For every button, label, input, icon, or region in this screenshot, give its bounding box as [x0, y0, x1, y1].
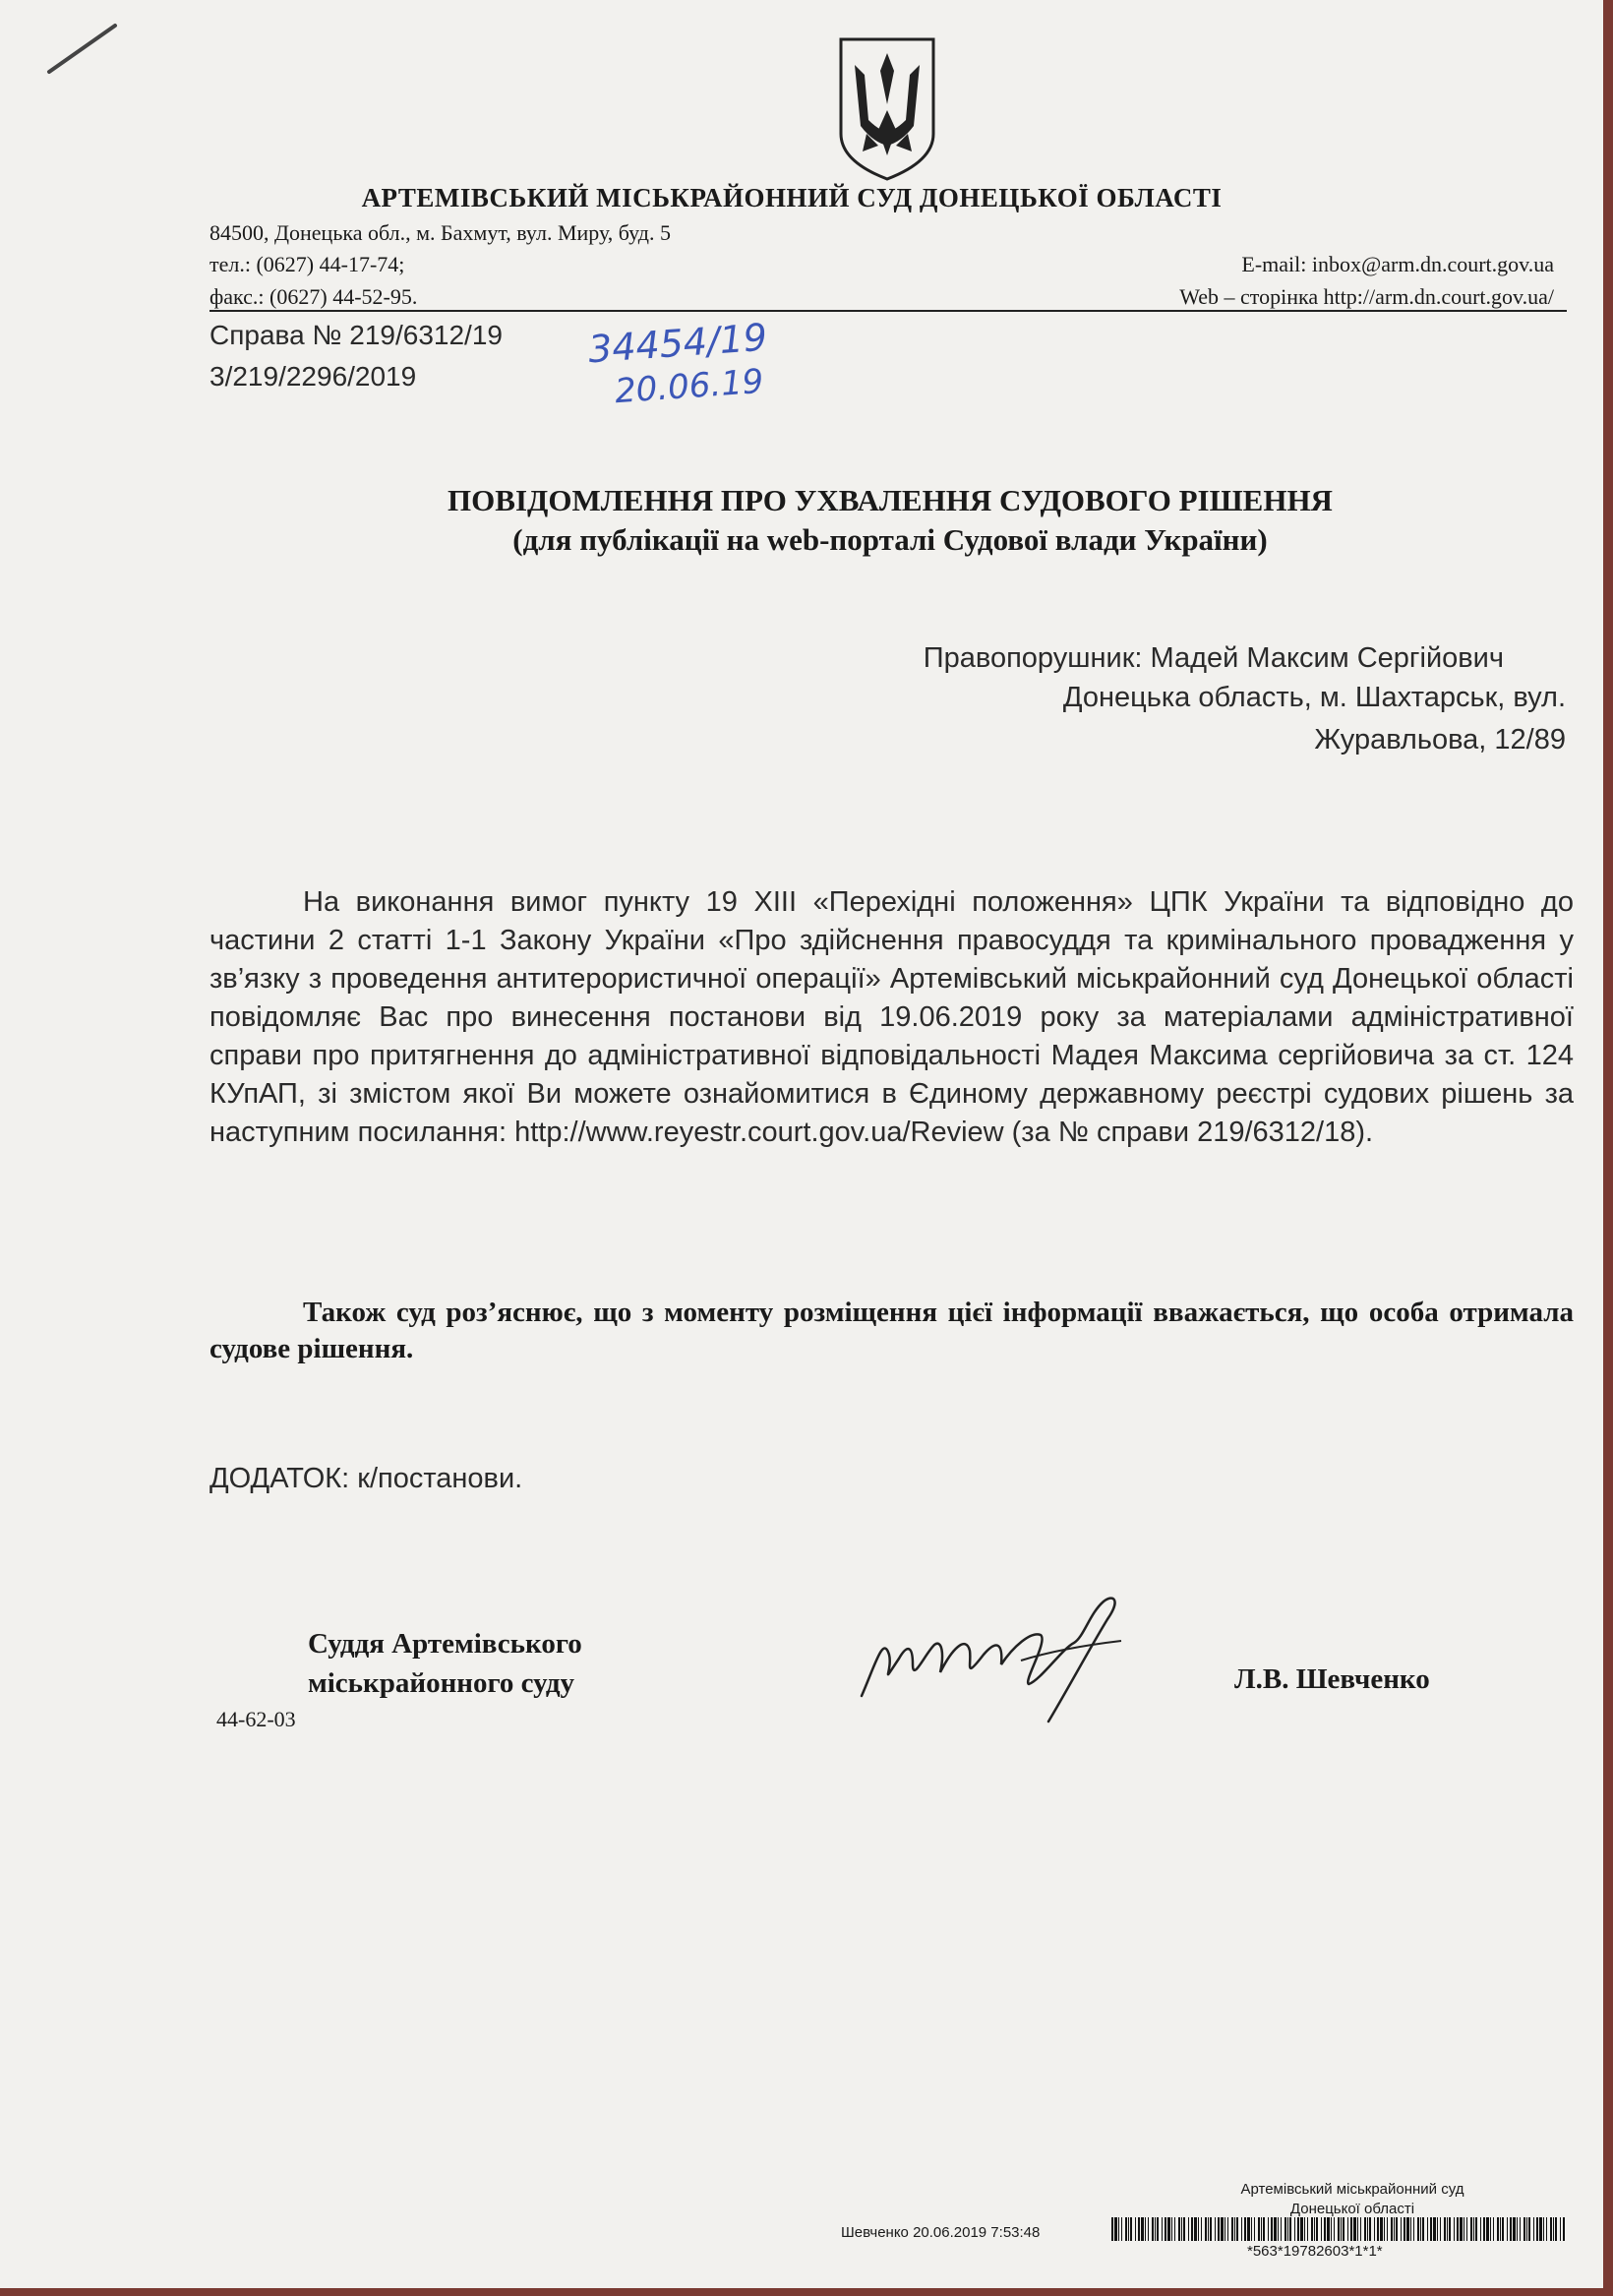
court-fax: факс.: (0627) 44-52-95. [209, 284, 418, 309]
offender-address-line2: Журавльова, 12/89 [1314, 724, 1566, 755]
barcode-number: *563*19782603*1*1* [1247, 2243, 1383, 2260]
offender-name: Правопорушник: Мадей Максим Сергійович [923, 642, 1504, 674]
handwritten-signature [856, 1586, 1161, 1733]
clarification-paragraph: Також суд роз’яснює, що з моменту розміщення цієї інформації вважається, що особа отримала судове рішення. [209, 1297, 1574, 1364]
offender-address-line1: Донецька область, м. Шахтарськ, вул. [1062, 682, 1566, 713]
document-subtitle: (для публікації на web-порталі Судової влади України) [512, 522, 1268, 557]
document-title: ПОВІДОМЛЕННЯ ПРО УХВАЛЕННЯ СУДОВОГО РІШЕННЯ [448, 483, 1333, 517]
annex-label: ДОДАТОК: к/постанови. [209, 1463, 523, 1494]
barcode [1111, 2217, 1568, 2241]
handwritten-number: 34454/19 [586, 315, 769, 372]
contact-phone: 44-62-03 [216, 1707, 296, 1731]
handwritten-date: 20.06.19 [613, 361, 765, 412]
court-phone: тел.: (0627) 44-17-74; [209, 252, 405, 276]
header-divider [209, 310, 1567, 312]
judge-title-line1: Суддя Артемівського [308, 1628, 582, 1660]
case-number: Справа № 219/6312/19 [209, 320, 503, 350]
stamp-user-time: Шевченко 20.06.2019 7:53:48 [841, 2224, 1041, 2241]
court-web: Web – сторінка http://arm.dn.court.gov.ua/ [1179, 284, 1554, 309]
court-email: E-mail: inbox@arm.dn.court.gov.ua [1241, 252, 1554, 276]
court-name: АРТЕМІВСЬКИЙ МІСЬКРАЙОННИЙ СУД ДОНЕЦЬКОЇ ОБЛАСТІ [361, 183, 1223, 212]
judge-title-line2: міськрайонного суду [308, 1667, 575, 1699]
court-address: 84500, Донецька обл., м. Бахмут, вул. Миру, буд. 5 [209, 220, 671, 245]
stamp-court-line2: Донецької області [1289, 2201, 1415, 2217]
case-registration: 3/219/2296/2019 [209, 361, 417, 392]
stamp-court-line1: Артемівський міськрайонний суд [1240, 2181, 1464, 2198]
trident-emblem-icon [833, 35, 941, 183]
notice-paragraph: На виконання вимог пункту 19 XIII «Перехідні положення» ЦПК України та відповідно до частини 2 статті 1-1 Закону України «Про здійснення правосуддя та кримінального провадження у зв’язку з проведення антитерористичної операції» Артемівський міськрайонний суд Донецької області повідомляє Вас про винесення постанови від 19.06.2019 року за матеріалами адміністративної справи про притягнення до адміністративної відповідальності Мадея Максима сергійовича за ст. 124 КУпАП, зі змістом якої Ви можете ознайомитися в Єдиному державному реєстрі судових рішень за наступним посилання: http://www.reyestr.court.gov.ua/Review (за № справи 219/6312/18). [209, 886, 1574, 1148]
pen-mark [44, 18, 118, 77]
judge-name: Л.В. Шевченко [1234, 1663, 1430, 1695]
judge-title [308, 1624, 582, 1703]
